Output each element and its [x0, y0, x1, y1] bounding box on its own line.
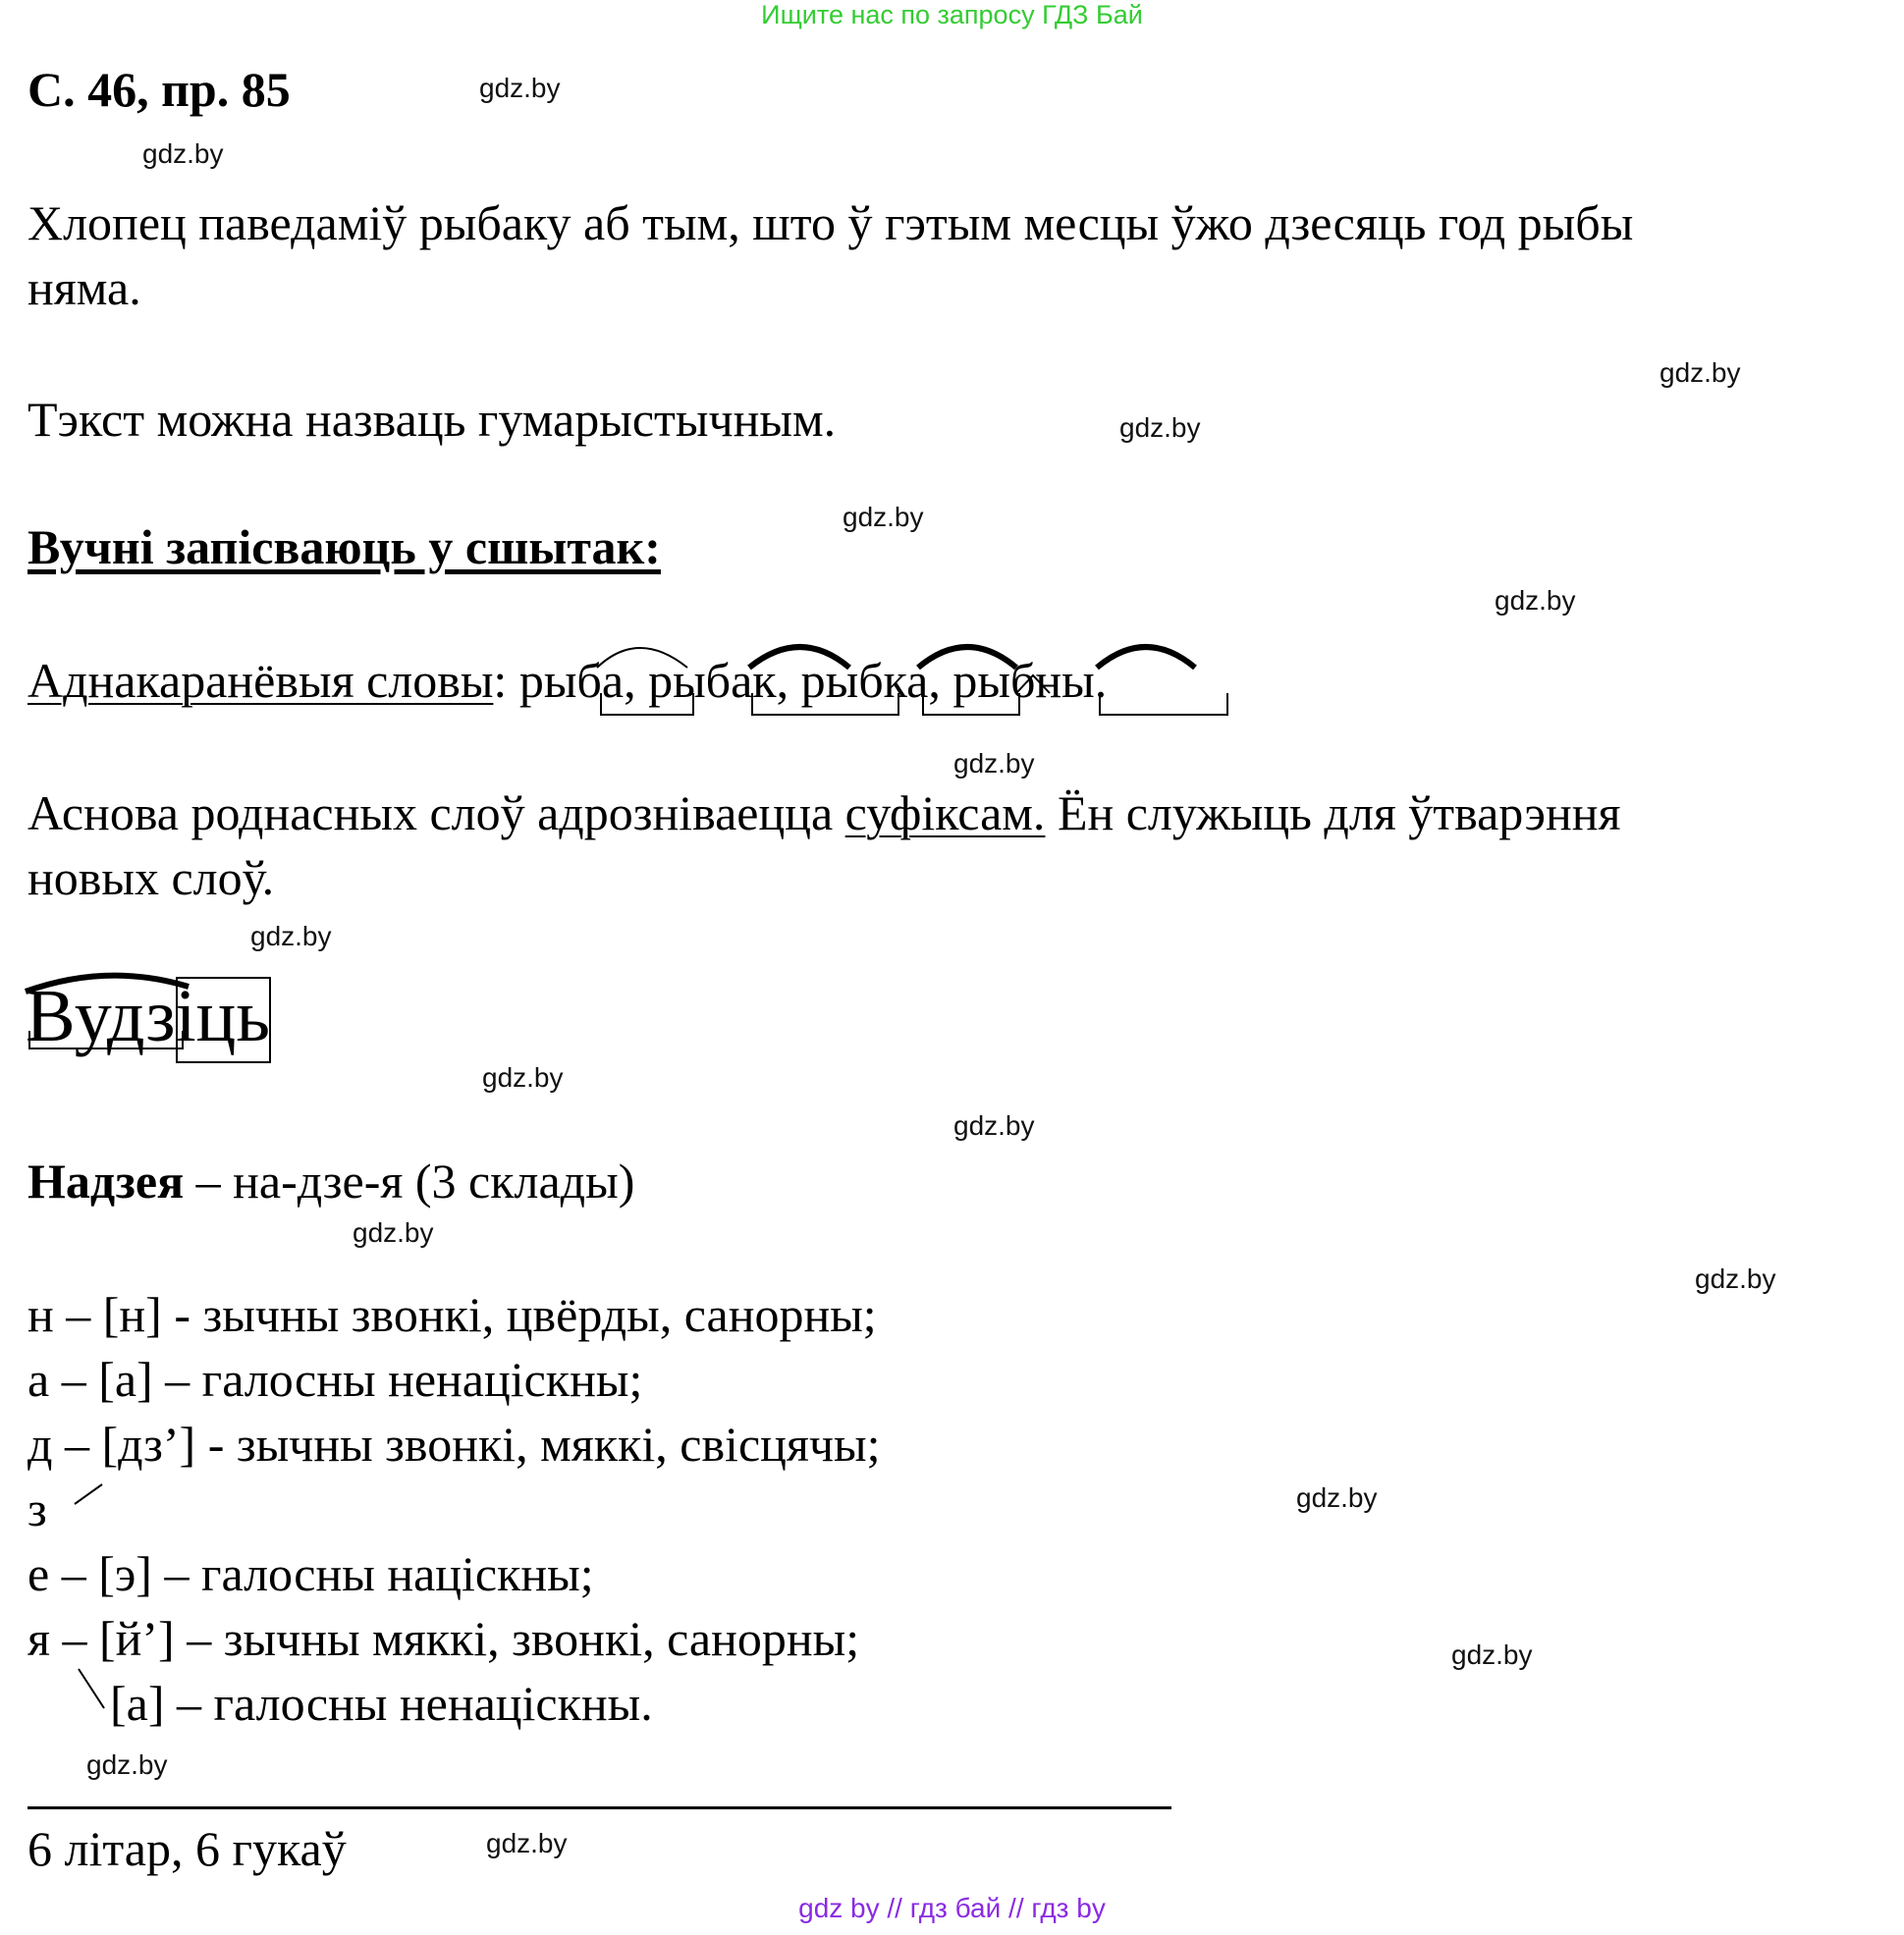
word-rybny: рыбны: [952, 653, 1095, 708]
divider: [27, 1806, 1171, 1809]
watermark: gdz.by: [250, 921, 332, 951]
watermark: gdz.by: [482, 1062, 564, 1093]
summary: 6 літар, 6 гукаў: [27, 1821, 347, 1876]
period: .: [1094, 653, 1108, 708]
sound-line: а – [а] – галосны ненацiскны;: [27, 1352, 643, 1407]
word-analysis: [26, 972, 270, 1060]
watermark: gdz.by: [353, 1217, 434, 1248]
ending-box: [1100, 693, 1227, 715]
sound-line: е – [э] – галосны нацiскны;: [27, 1546, 594, 1601]
paragraph-3-line-2: новых слоў.: [27, 850, 275, 905]
word-rybka: рыбка: [800, 653, 929, 708]
watermark: gdz.by: [1119, 412, 1201, 443]
watermark: gdz.by: [86, 1749, 168, 1780]
watermark: gdz.by: [843, 502, 924, 532]
watermark: gdz.by: [1296, 1482, 1378, 1513]
nadzeia-word: Надзея: [27, 1154, 185, 1209]
watermark: gdz.by: [1495, 585, 1576, 616]
watermark: gdz.by: [1695, 1263, 1776, 1294]
separator: ,: [624, 653, 649, 708]
separator: ,: [776, 653, 801, 708]
word-ryba: рыба: [518, 653, 625, 708]
link-line: [79, 1669, 104, 1708]
watermark: gdz.by: [1451, 1639, 1533, 1670]
sound-line: д – [дз’] - зычны звонкі, мяккі, свiсцячы;: [27, 1417, 881, 1472]
paragraph-1-line-2: няма.: [27, 260, 141, 315]
nadzeia-syllables: – на-дзе-я (3 склады): [184, 1154, 635, 1209]
paragraph-3-text-end: Ён служыць для ўтварэння: [1045, 785, 1621, 840]
paragraph-1-line-1: Хлопец паведаміў рыбаку аб тым, што ў гэтым месцы ўжо дзесяць год рыбы: [27, 195, 1634, 250]
watermark: gdz.by: [142, 138, 224, 169]
syllables-line: [27, 1149, 634, 1213]
paragraph-3-line-1: [27, 780, 1621, 845]
paragraph-3-text: Аснова роднасных слоў адрознiваецца: [27, 785, 845, 840]
paragraph-2: Тэкст можна назваць гумарыстычным.: [27, 392, 837, 447]
page-title: С. 46, пр. 85: [27, 62, 291, 117]
sound-line: я – [й’] – зычны мяккі, звонкі, санорны;: [27, 1611, 860, 1666]
related-words-label: Аднакаранёвыя словы: [27, 653, 494, 708]
sound-line: з: [27, 1481, 47, 1536]
watermark: gdz.by: [486, 1828, 568, 1858]
footer-links[interactable]: gdz by // гдз бай // гдз by: [798, 1893, 1106, 1923]
top-banner: Ищите нас по запросу ГДЗ Бай: [761, 0, 1143, 29]
sound-line: н – [н] - зычны звонкі, цвёрды, санорны;: [27, 1287, 877, 1342]
link-line: [75, 1484, 102, 1504]
suffix-word: суфіксам.: [844, 785, 1046, 840]
separator: ,: [928, 653, 953, 708]
root-part: Вудз: [26, 975, 176, 1057]
watermark: gdz.by: [1659, 357, 1741, 388]
watermark: gdz.by: [953, 748, 1035, 779]
root-arc: [1097, 647, 1195, 668]
section-heading: Вучні запісваюць у сшытак:: [27, 519, 661, 574]
colon: :: [493, 653, 519, 708]
related-words-line: [27, 648, 1107, 713]
watermark: gdz.by: [479, 73, 561, 103]
word-rybak: рыбак: [648, 653, 777, 708]
watermark: gdz.by: [953, 1110, 1035, 1141]
sound-line: [а] – галосны ненацiскны.: [110, 1676, 653, 1731]
suffix-part: іць: [175, 975, 270, 1057]
